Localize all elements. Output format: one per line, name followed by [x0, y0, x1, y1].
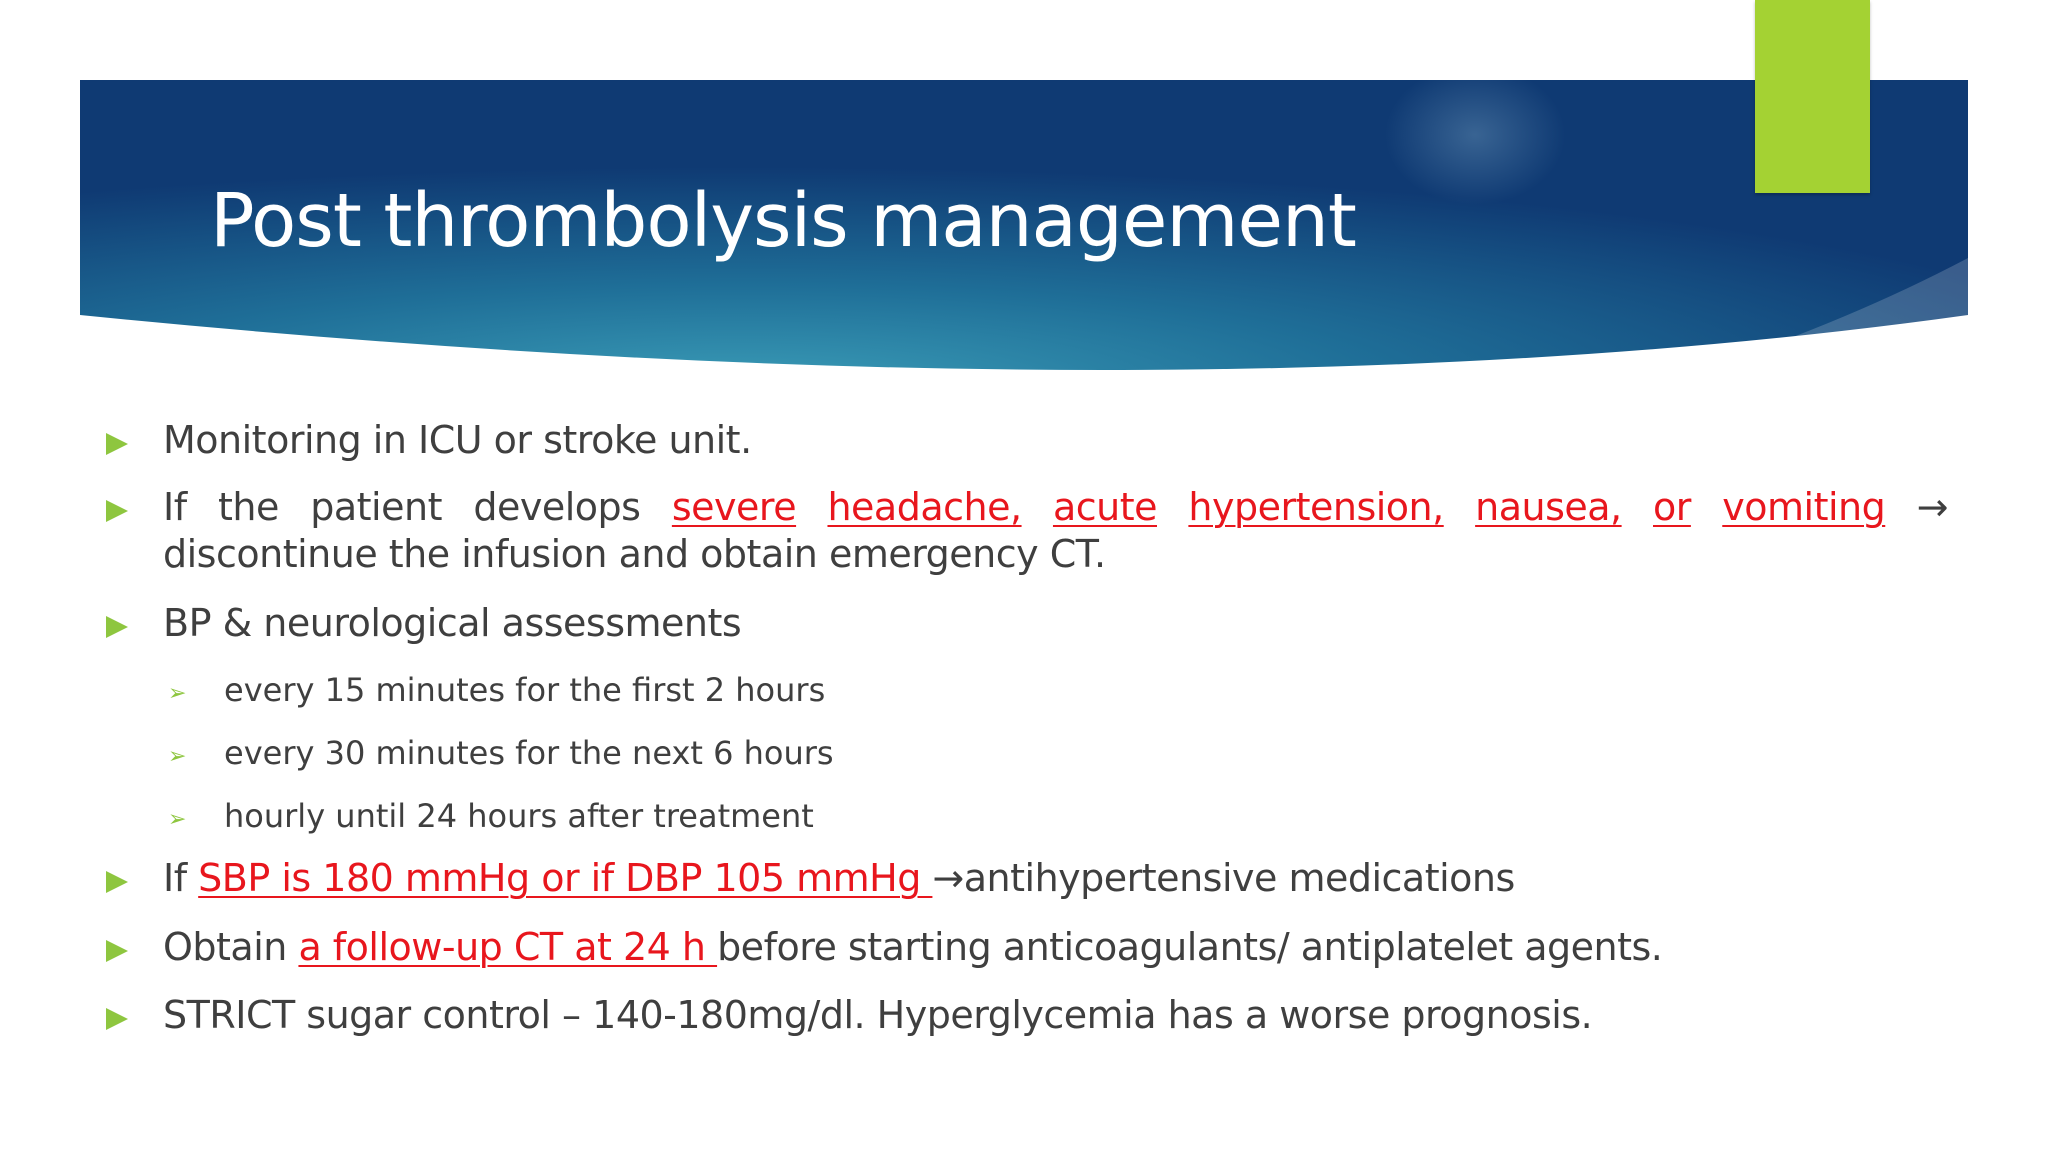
bullet-4-prefix: If — [163, 856, 199, 900]
bullet-2-word: develops — [473, 485, 641, 529]
bullet-3-text: BP & neurological assessments — [163, 601, 742, 645]
bullet-2-word: patient — [310, 485, 442, 529]
bullet-2-warning-word: or — [1653, 485, 1691, 529]
bullet-4-highlight: SBP is 180 mmHg or if DBP 105 mmHg — [198, 856, 933, 900]
bullet-2-warning-word: nausea, — [1475, 485, 1622, 529]
bullet-2-line-2: discontinue the infusion and obtain emergency CT. — [163, 532, 1106, 576]
bullet-2-word: If — [163, 485, 187, 529]
sub-bullet-icon: ➢ — [168, 744, 187, 769]
bullet-2-line-1 — [163, 485, 1948, 529]
bullet-5-suffix: before starting anticoagulants/ antiplatelet agents. — [717, 925, 1663, 969]
bullet-1-text: Monitoring in ICU or stroke unit. — [163, 418, 752, 462]
bullet-6-text: STRICT sugar control – 140-180mg/dl. Hyperglycemia has a worse prognosis. — [163, 993, 1593, 1037]
sub-bullet-icon: ➢ — [168, 681, 187, 706]
bullet-2-word: the — [217, 485, 279, 529]
bullet-2-warning-word: severe — [671, 485, 797, 529]
bullet-marker — [106, 616, 128, 638]
bullet-5-prefix: Obtain — [163, 925, 299, 969]
slide-title: Post thrombolysis management — [210, 178, 1356, 264]
sub-bullet-2-text: every 30 minutes for the next 6 hours — [224, 734, 834, 772]
bullet-marker — [106, 1008, 128, 1030]
bullet-marker — [106, 433, 128, 455]
bullet-marker — [106, 500, 128, 522]
bullet-5-text — [163, 925, 1662, 969]
bullet-2-warning-word: acute — [1052, 485, 1157, 529]
bullet-4-text — [163, 856, 1515, 900]
bullet-4-suffix: →antihypertensive medications — [932, 856, 1515, 900]
sub-bullet-3-text: hourly until 24 hours after treatment — [224, 797, 814, 835]
bullet-2-warning-word: headache, — [827, 485, 1022, 529]
bullet-marker — [106, 940, 128, 962]
arrow-icon: → — [1916, 485, 1948, 529]
bullet-5-highlight: a follow-up CT at 24 h — [298, 925, 718, 969]
sub-bullet-1-text: every 15 minutes for the first 2 hours — [224, 671, 826, 709]
bullet-2-warning-word: hypertension, — [1188, 485, 1444, 529]
sub-bullet-icon: ➢ — [168, 807, 187, 832]
bullet-2-warning-word: vomiting — [1722, 485, 1886, 529]
bullet-marker — [106, 871, 128, 893]
